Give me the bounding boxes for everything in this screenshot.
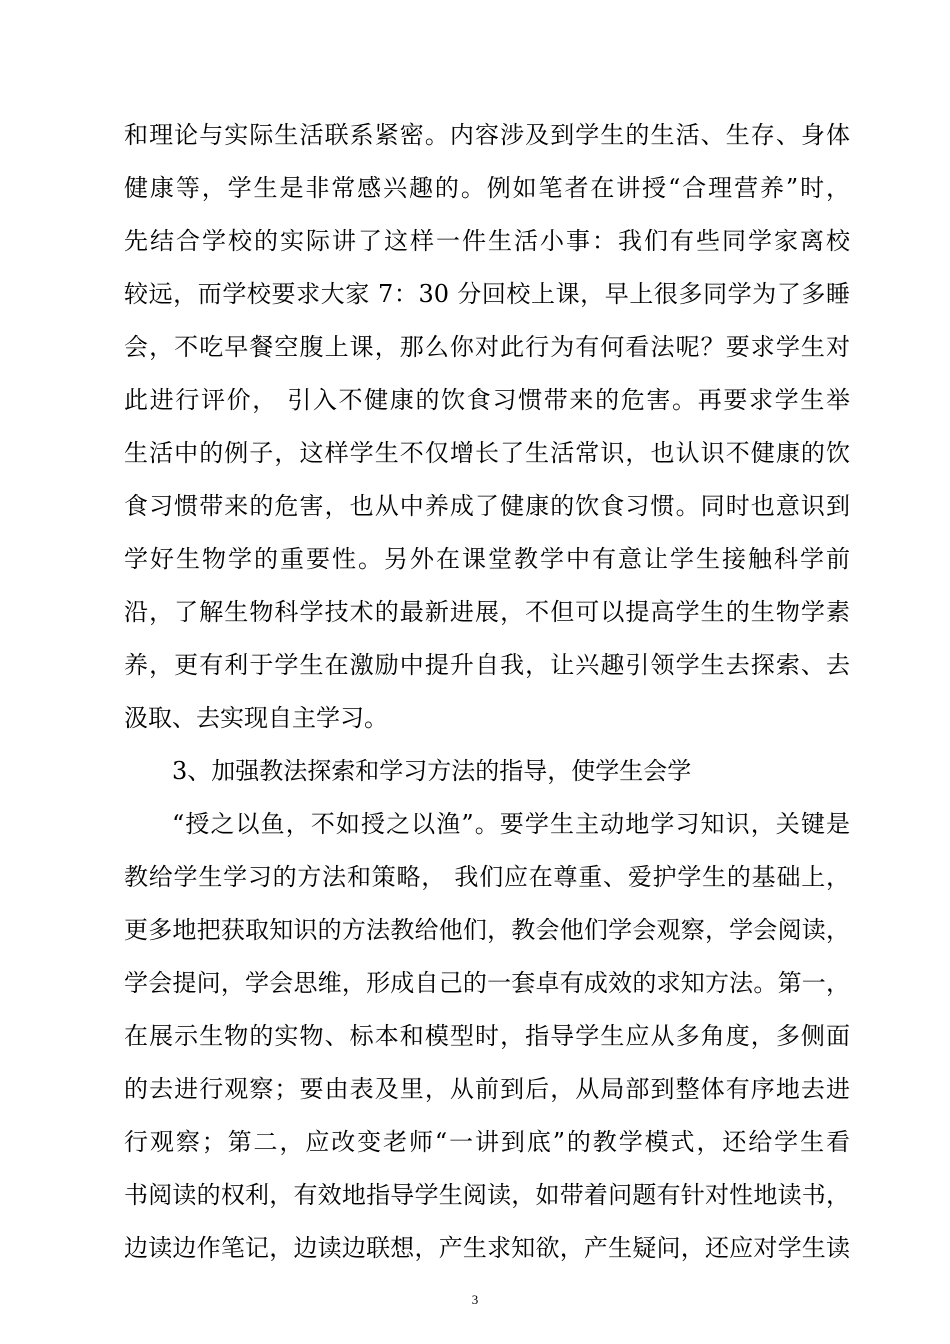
text-line: 较远，而学校要求大家 7：30 分回校上课，早上很多同学为了多睡	[124, 280, 850, 308]
text-line: 学会提问，学会思维，形成自己的一套卓有成效的求知方法。第一，	[124, 969, 850, 997]
section-heading: 3、加强教法探索和学习方法的指导，使学生会学	[172, 757, 692, 785]
text-line: 生活中的例子，这样学生不仅增长了生活常识，也认识不健康的饮	[124, 439, 850, 467]
text-line: 的去进行观察；要由表及里，从前到后，从局部到整体有序地去进	[124, 1075, 850, 1103]
page-number: 3	[471, 1292, 479, 1307]
text-line: 健康等，学生是非常感兴趣的。例如笔者在讲授“合理营养”时，	[124, 174, 850, 202]
text-line: 行观察；第二，应改变老师“一讲到底”的教学模式，还给学生看	[124, 1128, 850, 1156]
text-line: 边读边作笔记，边读边联想，产生求知欲，产生疑问，还应对学生读	[124, 1234, 850, 1262]
text-line: 在展示生物的实物、标本和模型时，指导学生应从多角度，多侧面	[124, 1022, 850, 1050]
text-line: 汲取、去实现自主学习。	[124, 704, 388, 732]
text-line: 会，不吃早餐空腹上课，那么你对此行为有何看法呢？要求学生对	[124, 333, 850, 361]
text-line: “授之以鱼，不如授之以渔”。要学生主动地学习知识，关键是	[172, 810, 850, 838]
text-line: 更多地把获取知识的方法教给他们，教会他们学会观察，学会阅读，	[124, 916, 850, 944]
text-line: 教给学生学习的方法和策略， 我们应在尊重、爱护学生的基础上，	[124, 863, 850, 891]
text-line: 养，更有利于学生在激励中提升自我，让兴趣引领学生去探索、去	[124, 651, 850, 679]
text-line: 书阅读的权利，有效地指导学生阅读，如带着问题有针对性地读书，	[124, 1181, 850, 1209]
text-line: 学好生物学的重要性。另外在课堂教学中有意让学生接触科学前	[124, 545, 850, 573]
text-line: 和理论与实际生活联系紧密。内容涉及到学生的生活、生存、身体	[124, 121, 850, 149]
text-line: 先结合学校的实际讲了这样一件生活小事：我们有些同学家离校	[124, 227, 850, 255]
text-line: 沿，了解生物科学技术的最新进展，不但可以提高学生的生物学素	[124, 598, 850, 626]
text-line: 此进行评价， 引入不健康的饮食习惯带来的危害。再要求学生举	[124, 386, 850, 414]
text-line: 食习惯带来的危害，也从中养成了健康的饮食习惯。同时也意识到	[124, 492, 850, 520]
